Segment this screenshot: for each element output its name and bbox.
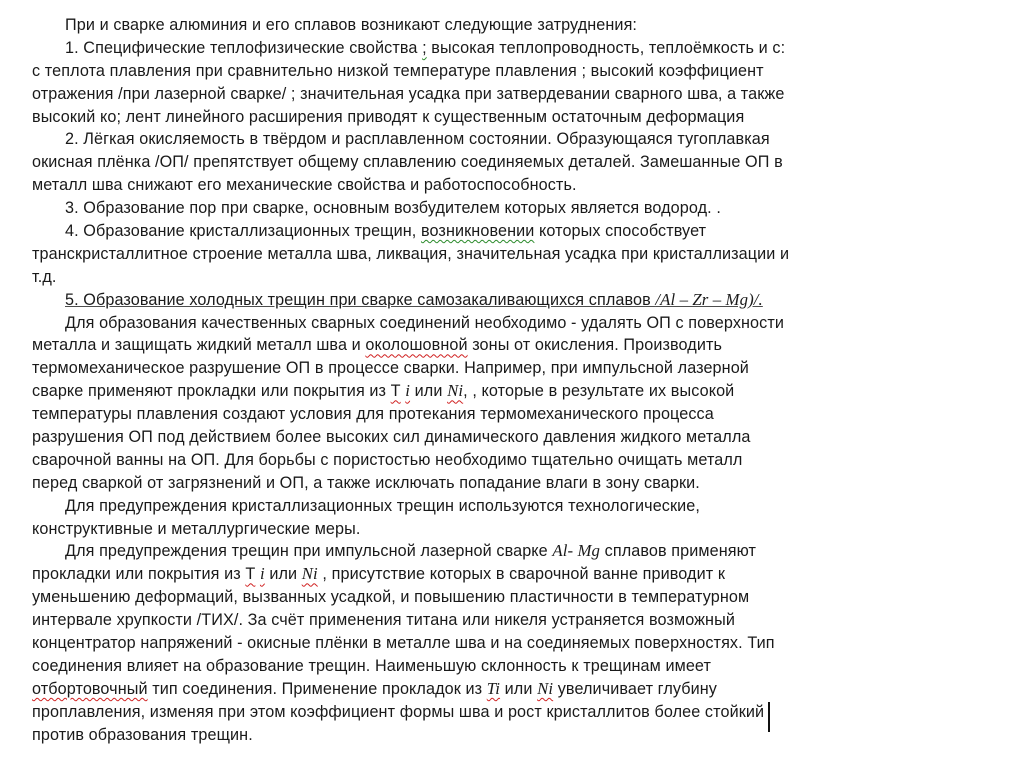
- text-run: тип соединения. Применение прокладок из: [147, 679, 487, 698]
- text-run: При и сварке алюминия и его сплавов возникают следующие затруднения:: [65, 16, 638, 34]
- grammar-flagged-text: ;: [422, 38, 427, 57]
- text-run: высокая теплопроводность, теплоёмкость и с:: [426, 38, 786, 57]
- text-line-l28: [32, 632, 982, 655]
- spellcheck-flagged-word: Ni: [537, 678, 554, 698]
- spellcheck-flagged-word: Ti: [486, 678, 501, 698]
- text-run: 4. Образование кристаллизационных трещин,: [65, 222, 421, 241]
- text-run: , присутствие которых в сварочной ванне приводит к: [317, 565, 726, 584]
- text-line-l05: [32, 106, 982, 129]
- text-line-l25: [32, 563, 982, 586]
- text-run: против образования трещин.: [32, 725, 253, 744]
- text-line-l27: [32, 609, 982, 632]
- text-run: Для образования качественных сварных соединений необходимо - удалять ОП с поверхности: [65, 313, 785, 332]
- text-line-l04: [32, 83, 982, 106]
- text-run: или: [500, 679, 538, 698]
- text-run: которых способствует: [534, 222, 707, 241]
- text-line-l17: [32, 380, 982, 403]
- text-line-l02: [32, 37, 982, 60]
- text-line-l20: [32, 449, 982, 472]
- text-run: 1. Специфические теплофизические свойства: [65, 38, 423, 57]
- text-run: /Al – Zr – Mg)/.: [655, 289, 763, 309]
- text-line-l19: [32, 426, 982, 449]
- text-line-l15: [32, 334, 982, 357]
- spellcheck-flagged-word: Ni: [301, 564, 318, 584]
- text-run: т.д.: [32, 267, 57, 286]
- text-run: 5. Образование холодных трещин при сварке самозакаливающихся сплавов: [65, 290, 656, 309]
- spellcheck-flagged-word: околошовной: [365, 336, 468, 355]
- text-run: высокий ко; лент линейного расширения приводят к существенным остаточным деформация: [32, 107, 745, 126]
- text-run: интервале хрупкости /ТИХ/. За счёт применения титана или никеля устраняется возможный: [32, 611, 735, 630]
- text-line-l09: [32, 197, 982, 220]
- text-line-l21: [32, 472, 982, 495]
- spellcheck-flagged-word: i: [405, 381, 411, 401]
- text-run: Для предупреждения трещин при импульсной лазерной сварке: [65, 542, 553, 561]
- text-run: соединения влияет на образование трещин. Наименьшую склонность к трещинам имеет: [32, 656, 711, 675]
- text-line-l24: [32, 540, 982, 563]
- text-run: отражения /при лазерной сварке/ ; значительная усадка при затвердевании сварного шва, а также: [32, 84, 785, 103]
- spellcheck-flagged-word: Т: [390, 382, 401, 401]
- text-run: зоны от окисления. Производить: [467, 336, 723, 355]
- text-run: уменьшению деформаций, вызванных усадкой, и повышению пластичности в температурном: [32, 588, 750, 607]
- text-line-l30: [32, 678, 982, 701]
- text-run: сплавов применяют: [600, 542, 757, 561]
- text-line-l03: [32, 60, 982, 83]
- text-run: температуры плавления создают условия для протекания термомеханического процесса: [32, 405, 714, 424]
- text-line-l01: [32, 14, 982, 37]
- spellcheck-flagged-word: Ni: [447, 381, 464, 401]
- spellcheck-flagged-word: отбортовочный: [32, 679, 148, 698]
- text-cursor: [768, 702, 770, 732]
- text-run: увеличивает глубину: [553, 679, 717, 698]
- text-line-l08: [32, 174, 982, 197]
- text-line-l26: [32, 586, 982, 609]
- text-line-l23: [32, 518, 982, 541]
- text-run: Al- Mg: [552, 541, 601, 561]
- text-run: прокладки или покрытия из: [32, 565, 246, 584]
- text-run: или: [410, 382, 448, 401]
- text-run: перед сваркой от загрязнений и ОП, а также исключать попадание влаги в зону сварки.: [32, 473, 700, 492]
- text-line-l16: [32, 357, 982, 380]
- text-run: металла и защищать жидкий металл шва и: [32, 336, 366, 355]
- text-line-l14: [32, 312, 982, 335]
- text-line-l22: [32, 495, 982, 518]
- text-run: с теплота плавления при сравнительно низкой температуре плавления ; высокий коэффициент: [32, 61, 764, 80]
- text-run: сварочной ванны на ОП. Для борьбы с пористостью необходимо тщательно очищать металл: [32, 450, 743, 469]
- text-run: концентратор напряжений - окисные плёнки в металле шва и на соединяемых поверхностях. Тип: [32, 634, 775, 653]
- text-run: 3. Образование пор при сварке, основным возбудителем которых является водород. .: [65, 199, 721, 218]
- text-run: , , которые в результате их высокой: [463, 382, 735, 401]
- text-run: конструктивные и металлургические меры.: [32, 519, 361, 538]
- text-line-l29: [32, 655, 982, 678]
- text-line-l12: [32, 266, 982, 289]
- text-run: или: [264, 565, 302, 584]
- text-run: разрушения ОП под действием более высоких сил динамического давления жидкого металла: [32, 428, 751, 447]
- text-line-l31: [32, 701, 982, 724]
- document-body: [32, 14, 982, 747]
- text-line-l07: [32, 151, 982, 174]
- text-line-l32: [32, 724, 982, 747]
- text-run: окисная плёнка /ОП/ препятствует общему сплавлению соединяемых деталей. Замешанные ОП в: [32, 153, 783, 172]
- text-run: Для предупреждения кристаллизационных трещин используются технологические,: [65, 496, 701, 515]
- text-run: проплавления, изменяя при этом коэффициент формы шва и рост кристаллитов более стойкий: [32, 702, 765, 721]
- text-line-l10: [32, 220, 982, 243]
- text-run: транскристаллитное строение металла шва, ликвация, значительная усадка при кристаллизации и: [32, 244, 790, 263]
- spellcheck-flagged-word: Т: [245, 565, 256, 584]
- text-run: 2. Лёгкая окисляемость в твёрдом и расплавленном состоянии. Образующаяся тугоплавкая: [65, 130, 770, 149]
- grammar-flagged-text: возникновении: [420, 222, 535, 241]
- text-run: металл шва снижают его механические свойства и работоспособность.: [32, 176, 577, 195]
- text-line-l06: [32, 128, 982, 151]
- text-line-l13: [32, 289, 982, 312]
- spellcheck-flagged-word: i: [259, 564, 265, 584]
- text-run: сварке применяют прокладки или покрытия из: [32, 382, 391, 401]
- text-run: термомеханическое разрушение ОП в процессе сварки. Например, при импульсной лазерной: [32, 359, 749, 378]
- text-line-l11: [32, 243, 982, 266]
- text-line-l18: [32, 403, 982, 426]
